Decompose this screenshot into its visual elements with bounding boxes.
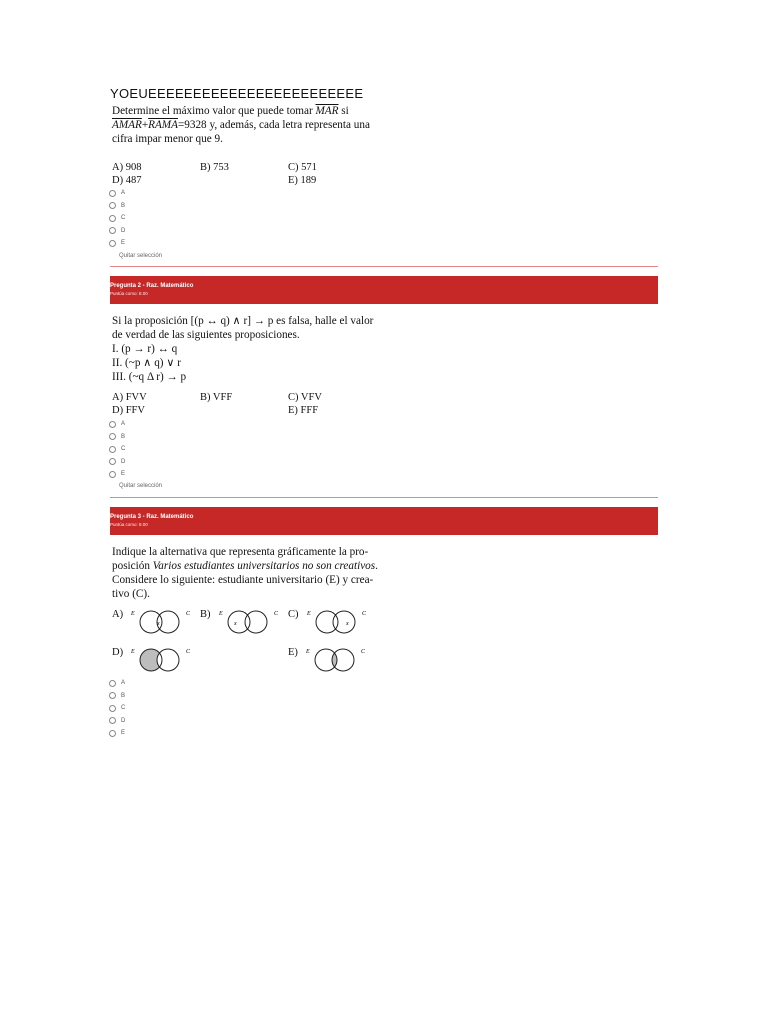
q3-radio-a[interactable] <box>109 677 125 690</box>
radio-label: E <box>121 730 126 737</box>
radio-circle-icon[interactable] <box>109 240 116 247</box>
q1-line2-plus: + <box>141 119 149 131</box>
question-2-score: Puntúa como: 8.00 <box>110 291 148 296</box>
radio-label: B <box>121 433 126 440</box>
venn-diagram-d <box>126 645 196 675</box>
set-c-label: C <box>361 611 366 617</box>
q1-radio-e[interactable] <box>109 237 125 250</box>
q2-line5: III. (~q Δ r) → p <box>112 371 187 383</box>
question-2-banner <box>110 276 658 304</box>
venn-diagram-b <box>214 607 284 635</box>
venn-diagram-a <box>126 607 196 635</box>
radio-circle-icon[interactable] <box>109 680 116 687</box>
option-label: C) <box>288 609 299 620</box>
radio-circle-icon[interactable] <box>109 458 116 465</box>
q1-line1-pre: Determine el máximo valor que puede tomar <box>112 105 316 117</box>
q1-line2-post: =9328 y, además, cada letra representa una <box>177 119 370 131</box>
radio-label: D <box>121 458 126 465</box>
question-3-text <box>112 545 392 601</box>
q2-line1: Si la proposición [(p ↔ q) ∧ r] → p es falsa, halle el valor <box>112 315 374 327</box>
set-e-label: E <box>131 649 135 655</box>
q2-option-d: D) FFV <box>112 405 145 416</box>
q1-clear-selection-link[interactable]: Quitar selección <box>119 253 163 259</box>
radio-label: D <box>121 227 126 234</box>
x-mark: x <box>157 621 160 627</box>
q2-line2: de verdad de las siguientes proposiciones. <box>112 329 300 341</box>
radio-label: E <box>121 471 126 478</box>
radio-label: D <box>121 717 126 724</box>
q1-line2-over1: AMAR <box>112 119 142 131</box>
question-2-title: Pregunta 2 - Raz. Matemático <box>110 283 194 289</box>
radio-label: B <box>121 692 126 699</box>
set-c-label: C <box>273 611 278 617</box>
question-2-radio-group <box>109 418 125 481</box>
q2-radio-c[interactable] <box>109 443 125 456</box>
question-1-options <box>112 161 376 187</box>
q2-clear-selection-link[interactable]: Quitar selección <box>119 483 163 489</box>
q3-line4: tivo (C). <box>112 588 150 600</box>
radio-circle-icon[interactable] <box>109 471 116 478</box>
radio-circle-icon[interactable] <box>109 227 116 234</box>
question-3-score: Puntúa como: 8.00 <box>110 522 148 527</box>
radio-label: B <box>121 202 126 209</box>
q2-radio-d[interactable] <box>109 456 125 469</box>
radio-circle-icon[interactable] <box>109 730 116 737</box>
option-label: E) <box>288 647 298 658</box>
set-e-label: E <box>306 611 311 617</box>
q3-radio-b[interactable] <box>109 690 125 703</box>
radio-label: A <box>121 421 126 428</box>
question-1-radio-group <box>109 187 125 250</box>
radio-circle-icon[interactable] <box>109 433 116 440</box>
q1-line3: cifra impar menor que 9. <box>112 133 223 145</box>
radio-label: A <box>121 680 126 687</box>
radio-circle-icon[interactable] <box>109 717 116 724</box>
radio-circle-icon[interactable] <box>109 446 116 453</box>
radio-label: C <box>121 705 126 712</box>
q1-radio-c[interactable] <box>109 212 125 225</box>
venn-diagram-e <box>301 645 371 675</box>
divider <box>110 266 658 267</box>
radio-label: E <box>121 240 126 247</box>
set-c-label: C <box>186 611 191 617</box>
q2-option-b: B) VFF <box>200 392 233 403</box>
question-1-text <box>112 104 382 146</box>
q2-line3: I. (p → r) ↔ q <box>112 343 178 355</box>
q3-line2-ital: Varios estudiantes universitarios no son creativos <box>152 560 376 572</box>
question-3-title: Pregunta 3 - Raz. Matemático <box>110 514 194 520</box>
q1-option-a: A) 908 <box>112 162 142 173</box>
q1-line2-over2: RAMA <box>148 119 178 131</box>
q3-line2-pre: posición <box>112 560 153 572</box>
set-e-label: E <box>305 649 310 655</box>
q3-option-a <box>112 607 196 635</box>
radio-circle-icon[interactable] <box>109 215 116 222</box>
q3-option-d <box>112 645 196 675</box>
q1-radio-b[interactable] <box>109 200 125 213</box>
q1-option-d: D) 487 <box>112 175 142 186</box>
q1-radio-d[interactable] <box>109 225 125 238</box>
radio-label: C <box>121 446 126 453</box>
venn-diagram-c <box>302 607 372 635</box>
question-3-venn-options <box>112 607 412 677</box>
q2-option-c: C) VFV <box>288 392 322 403</box>
divider <box>110 497 658 498</box>
q1-line1-post: si <box>338 105 349 117</box>
page-title: YOEUEEEEEEEEEEEEEEEEEEEEEEEE <box>110 86 364 101</box>
q1-option-e: E) 189 <box>288 175 317 186</box>
q3-line2-post: . <box>375 560 378 572</box>
question-3-radio-group <box>109 677 125 740</box>
q2-option-e: E) FFF <box>288 405 319 416</box>
radio-label: C <box>121 215 126 222</box>
q1-option-b: B) 753 <box>200 162 229 173</box>
q3-option-c <box>288 607 372 635</box>
radio-circle-icon[interactable] <box>109 692 116 699</box>
x-mark: x <box>233 621 237 627</box>
radio-circle-icon[interactable] <box>109 705 116 712</box>
radio-circle-icon[interactable] <box>109 202 116 209</box>
q2-line4: II. (~p ∧ q) ∨ r <box>112 357 182 369</box>
q3-radio-c[interactable] <box>109 702 125 715</box>
q2-radio-b[interactable] <box>109 431 125 444</box>
set-c-label: C <box>186 649 191 655</box>
radio-circle-icon[interactable] <box>109 421 116 428</box>
q3-radio-d[interactable] <box>109 715 125 728</box>
option-label: D) <box>112 647 124 658</box>
q2-radio-a[interactable] <box>109 418 125 431</box>
q1-option-c: C) 571 <box>288 162 317 173</box>
option-label: B) <box>200 609 211 620</box>
set-e-label: E <box>218 611 223 617</box>
x-mark: x <box>345 621 349 627</box>
question-2-text <box>112 314 392 384</box>
radio-label: A <box>121 190 126 197</box>
set-c-label: C <box>360 649 365 655</box>
q3-option-e <box>288 645 371 675</box>
q3-line1: Indique la alternativa que representa gráficamente la pro- <box>112 546 369 558</box>
q2-radio-e[interactable] <box>109 468 125 481</box>
question-3-banner <box>110 507 658 535</box>
question-2-options <box>112 391 376 417</box>
q3-line3: Considere lo siguiente: estudiante universitario (E) y crea- <box>112 574 374 586</box>
radio-circle-icon[interactable] <box>109 190 116 197</box>
q1-line1-over: $\overline{MAR}$ <box>315 105 339 117</box>
q1-radio-a[interactable] <box>109 187 125 200</box>
option-label: A) <box>112 609 124 620</box>
set-e-label: E <box>131 611 135 617</box>
q3-option-b <box>200 607 284 635</box>
q3-radio-e[interactable] <box>109 727 125 740</box>
q2-option-a: A) FVV <box>112 392 147 403</box>
